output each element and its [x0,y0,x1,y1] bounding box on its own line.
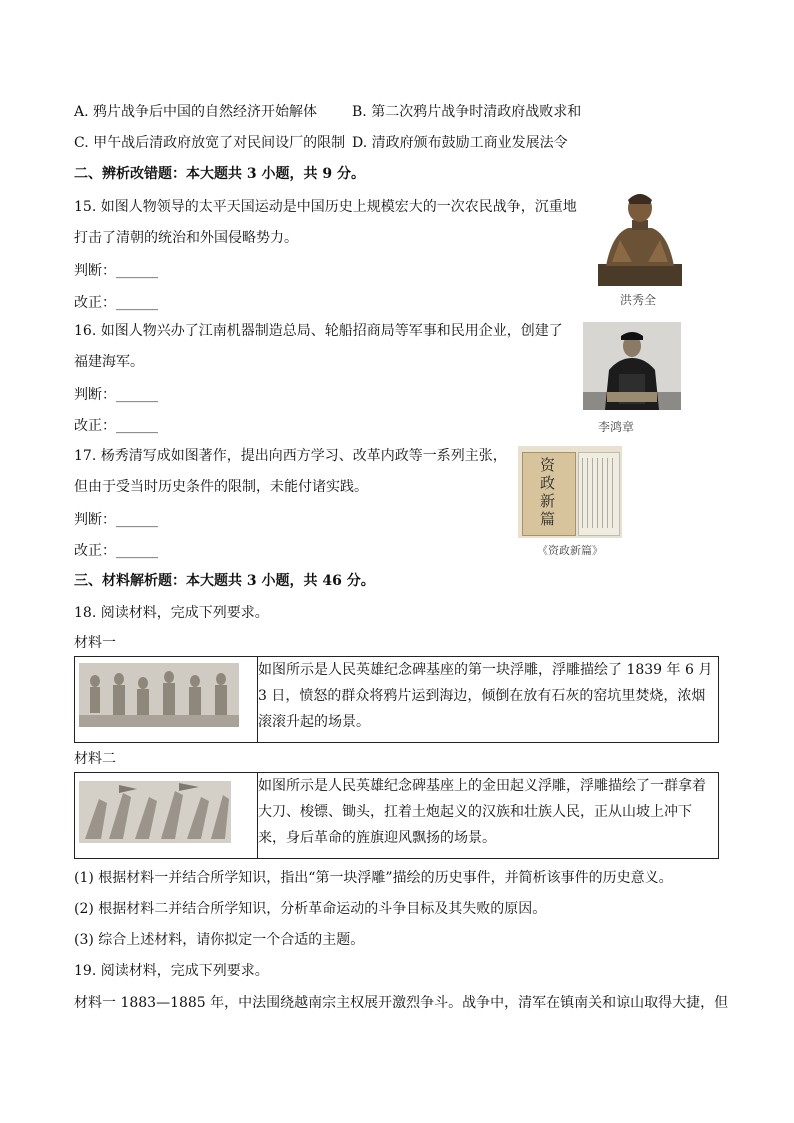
q17-correct: 改正：______ [74,543,158,559]
material-1-text: 如图所示是人民英雄纪念碑基座的第一块浮雕，浮雕描绘了 1839 年 6 月 3 日，愤怒的群众将鸦片运到海边，倾倒在放有石灰的窑坑里焚烧，浓烟滚滚升起的场景。 [258,657,719,743]
material-1-image-cell [75,657,258,743]
material-2-label: 材料二 [74,751,116,767]
q16-line1: 16. 如图人物兴办了江南机器制造总局、轮船招商局等军事和民用企业，创建了 [74,323,563,339]
zizheng-xinpian-book-image [518,446,622,538]
q17-judge: 判断：______ [74,512,158,528]
q16-line2: 福建海军。 [74,354,144,370]
opium-burning-relief-image [79,663,239,727]
q15-caption: 洪秀全 [620,293,657,307]
section-2-heading: 二、辨析改错题：本大题共 3 小题，共 9 分。 [74,166,365,182]
q19-material-1: 材料一 1883—1885 年，中法围绕越南宗主权展开激烈争斗。战争中，清军在镇南关和谅山取得大捷，但 [74,995,729,1011]
option-a: A. 鸦片战争后中国的自然经济开始解体 [74,104,318,120]
q15-judge: 判断：______ [74,263,158,279]
q17-line1: 17. 杨秀清写成如图著作，提出向西方学习、改革内政等一系列主张， [74,448,507,464]
material-2-table [74,772,719,859]
q15-correct: 改正：______ [74,295,158,311]
material-1-label: 材料一 [74,635,116,651]
section-3-heading: 三、材料解析题：本大题共 3 小题，共 46 分。 [74,573,375,589]
q18-intro: 18. 阅读材料，完成下列要求。 [74,605,269,621]
q19-intro: 19. 阅读材料，完成下列要求。 [74,963,269,979]
q15-line1: 15. 如图人物领导的太平天国运动是中国历史上规模宏大的一次农民战争，沉重地 [74,199,577,215]
q18-sub-3: (3) 综合上述材料，请你拟定一个合适的主题。 [74,932,365,948]
q18-sub-2: (2) 根据材料二并结合所学知识，分析革命运动的斗争目标及其失败的原因。 [74,901,547,917]
q16-correct: 改正：______ [74,418,158,434]
q16-judge: 判断：______ [74,387,158,403]
q16-caption: 李鸿章 [598,420,635,434]
material-2-image-cell [75,773,258,859]
li-hongzhang-photo [583,322,681,410]
hong-xiuquan-statue-image [592,182,688,288]
option-b: B. 第二次鸦片战争时清政府战败求和 [352,104,582,120]
material-2-text: 如图所示是人民英雄纪念碑基座上的金田起义浮雕，浮雕描绘了一群拿着大刀、梭镖、锄头，扛着土炮起义的汉族和壮族人民，正从山坡上冲下来，身后革命的旌旗迎风飘扬的场景。 [258,773,719,859]
q17-caption: 《资政新篇》 [537,544,603,557]
material-1-table [74,656,719,743]
book-title-text: 资政新篇 [540,456,556,528]
q18-sub-1: (1) 根据材料一并结合所学知识，指出“第一块浮雕”描绘的历史事件，并简析该事件的历史意义。 [74,870,673,886]
q17-line2: 但由于受当时历史条件的限制，未能付诸实践。 [74,479,368,495]
option-d: D. 清政府颁布鼓励工商业发展法令 [352,135,568,151]
q15-line2: 打击了清朝的统治和外国侵略势力。 [74,230,298,246]
jintian-uprising-relief-image [79,781,231,843]
option-c: C. 甲午战后清政府放宽了对民间设厂的限制 [74,135,346,151]
